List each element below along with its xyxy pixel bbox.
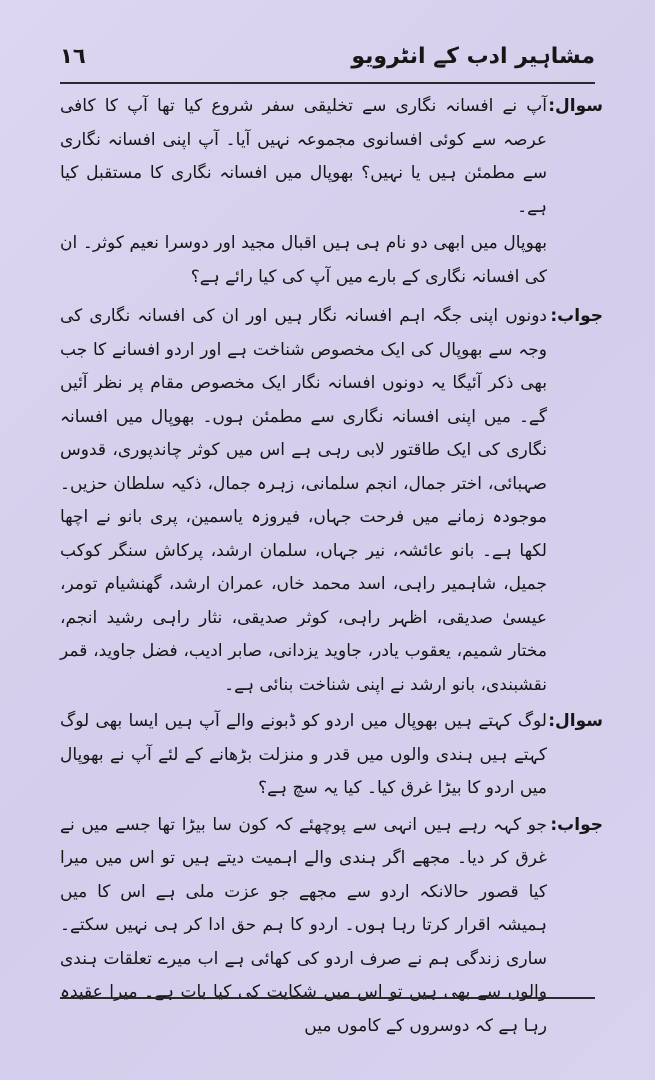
question-text: لوگ کہتے ہیں بھوپال میں اردو کو ڈبونے والے آپ ہیں ایسا بھی لوگ کہتے ہیں ہندی والوں میں قدر و منزلت بڑھانے کے لئے آپ نے بھوپال میں اردو کا بیڑا غرق کیا۔ کیا یہ سچ ہے؟: [60, 711, 547, 798]
answer-text: دونوں اپنی جگہ اہم افسانہ نگار ہیں اور ان کی افسانہ نگاری کی وجہ سے بھوپال کی ایک مخصوص شناخت ہے اور اردو افسانے کا جب بھی ذکر آئیگا یہ دونوں افسانہ نگار ایک مخصوص مقام پر نظر آئیں گے۔ میں اپنی افسانہ نگاری سے مطمئن ہوں۔ بھوپال میں افسانہ نگاری کی ایک طاقتور لابی رہی ہے اس میں کوثر چاندپوری، قدوس صہبائی، اختر جمال، انجم سلمانی، زہرہ جمال، ذکیہ سلطان حزیں۔ موجودہ زمانے میں فرحت جہاں، فیروزہ یاسمین، پری بانو نے اچھا لکھا ہے۔ بانو عائشہ، نیر جہاں، سلمان ارشد، پرکاش سنگر کوکب جمیل، شاہمیر راہی، اسد محمد خاں، عمران ارشد، گھنشیام تومر، عیسیٰ صدیقی، اظہر راہی، کوثر صدیقی، نثار راہی رشید انجم، مختار شمیم، یعقوب یادر، جاوید یزدانی، صابر ادیب، فضل جاوید، قمر نقشبندی، بانو ارشد نے اپنی شناخت بنائی ہے۔: [60, 306, 547, 695]
header-rule: [60, 82, 595, 84]
question-2: [60, 705, 603, 806]
page-number: ١٦: [60, 44, 86, 68]
question-paragraph: آپ نے افسانہ نگاری سے تخلیقی سفر شروع کیا تھا آپ کا کافی عرصہ سے کوئی افسانوی مجموعہ نہیں آیا۔ آپ اپنی افسانہ نگاری سے مطمئن ہیں یا نہیں؟ بھوپال میں افسانہ نگاری کا مستقبل کیا ہے۔: [60, 96, 547, 217]
running-title: مشاہیر ادب کے انٹرویو: [351, 43, 595, 69]
question-label: سوال:: [548, 96, 603, 116]
question-paragraph: بھوپال میں ابھی دو نام ہی ہیں اقبال مجید اور دوسرا نعیم کوثر۔ ان کی افسانہ نگاری کے بارے میں آپ کی کیا رائے ہے؟: [60, 233, 547, 287]
answer-label: جواب:: [550, 814, 603, 835]
question-text: [60, 90, 547, 297]
question-1: [60, 90, 603, 297]
footer-rule: [60, 997, 595, 999]
question-label: سوال:: [548, 711, 603, 731]
page-header: [60, 36, 595, 76]
answer-label: جواب:: [550, 306, 603, 326]
page-body: [60, 90, 603, 1036]
answer-1: [60, 300, 603, 702]
answer-text: جو کہہ رہے ہیں انہی سے پوچھئے کہ کون سا بیڑا تھا جسے میں نے غرق کر دیا۔ مجھے اگر ہندی والے اہمیت دیتے ہیں تو اس میں میرا کیا قصور حالانکہ اردو سے مجھے جو عزت ملی ہے اس کا میں ہمیشہ اقرار کرتا رہا ہوں۔ اردو کا ہم حق ادا کر ہی نہیں سکتے۔ ساری زندگی ہم نے صرف اردو کی کھائی ہے اب میرے تعلقات ہندی والوں سے بھی ہیں تو اس میں شکایت کی کیا بات ہے۔ میرا عقیدہ رہا ہے کہ دوسروں کے کاموں میں: [60, 814, 547, 1036]
answer-2: [60, 809, 603, 1044]
